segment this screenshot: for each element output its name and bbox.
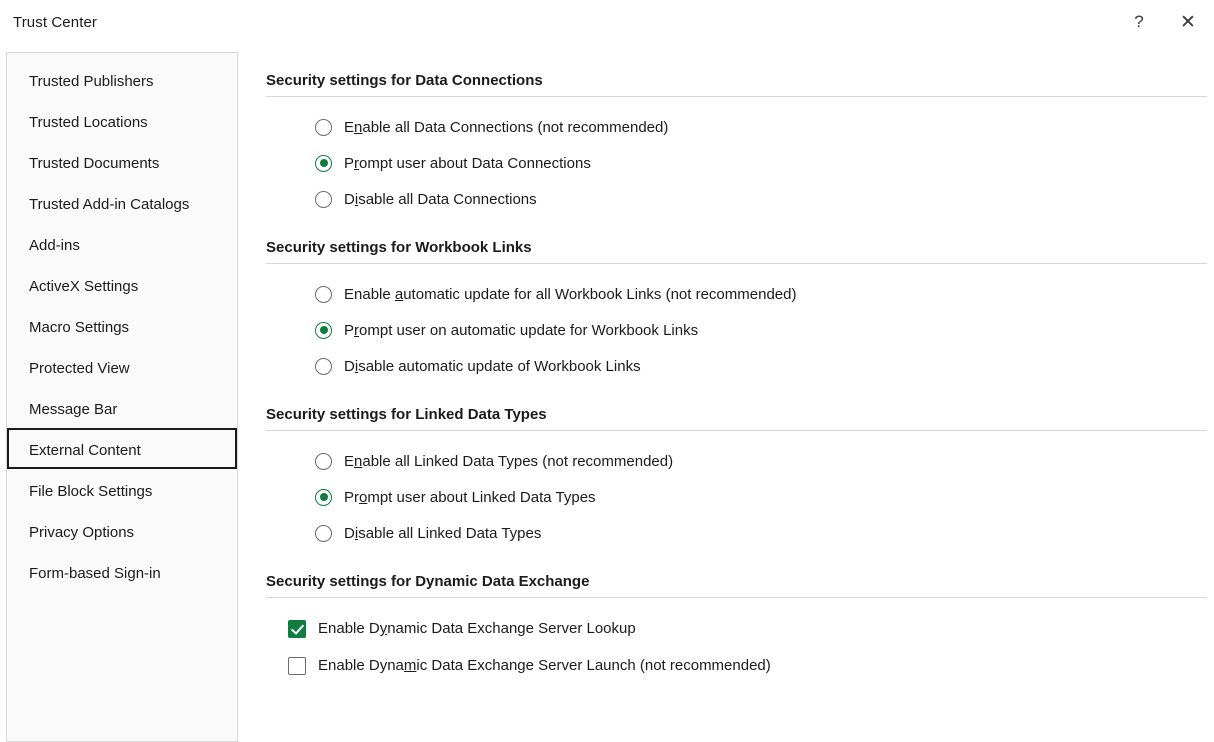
option-label-pre: D [344,190,355,208]
close-icon[interactable]: ✕ [1180,11,1196,33]
sidebar-item-protected-view[interactable]: Protected View [29,360,130,377]
radio-control[interactable] [315,322,332,339]
radio-row[interactable] [266,348,1210,384]
option-label-accelerator: i [354,524,359,542]
sidebar-item-privacy-options[interactable]: Privacy Options [29,524,135,541]
checkbox-row[interactable] [266,647,1210,684]
sidebar-item-message-bar[interactable]: Message Bar [29,401,118,418]
option-label-pre: E [344,118,355,136]
window-controls [1116,0,1214,44]
radio-row[interactable] [266,276,1210,312]
option-label-post: able all Linked Data Types (not recommended) [362,452,674,470]
sidebar-item-macro-settings[interactable]: Macro Settings [29,319,130,336]
sidebar-item-add-ins[interactable]: Add-ins [29,237,80,254]
option-label-accelerator: m [403,657,417,674]
section-divider [266,597,1207,598]
radio-control[interactable] [315,489,332,506]
radio-control[interactable] [315,286,332,303]
sidebar-item-trusted-locations[interactable]: Trusted Locations [29,114,148,131]
option-label [344,322,698,339]
option-label-pre: Enable D [318,620,380,637]
sidebar-item-file-block-settings[interactable]: File Block Settings [29,483,153,500]
option-label [344,119,668,136]
checkbox-control[interactable] [288,620,306,638]
option-label [344,489,596,506]
radio-control[interactable] [315,155,332,172]
radio-control[interactable] [315,453,332,470]
option-label-post: sable all Linked Data Types [358,524,542,542]
window-title: Trust Center [13,13,98,31]
option-label-accelerator: i [354,190,359,208]
option-label-pre: Enable Dyna [318,657,404,674]
checkbox-control[interactable] [288,657,306,675]
radio-row[interactable] [266,443,1210,479]
settings-section [266,553,1210,684]
radio-row[interactable] [266,109,1210,145]
option-label-accelerator: r [354,321,360,339]
option-label [344,155,591,172]
sidebar-item-external-content[interactable]: External Content [7,428,237,469]
option-label-pre: Pr [344,488,359,506]
radio-control[interactable] [315,358,332,375]
option-label [344,286,796,303]
section-title: Security settings for Workbook Links [266,239,532,256]
option-label [344,453,673,470]
option-label-accelerator: y [379,620,388,637]
option-label-post: utomatic update for all Workbook Links (not recommended) [403,285,797,303]
section-divider [266,96,1207,97]
title-bar [0,0,1214,44]
settings-section [266,386,1210,551]
option-label-pre: P [344,321,355,339]
option-label-post: mpt user about Linked Data Types [367,488,596,506]
sidebar-item-trusted-documents[interactable]: Trusted Documents [29,155,160,172]
section-title: Security settings for Dynamic Data Exchange [266,573,590,590]
option-label-post: sable all Data Connections [358,190,537,208]
settings-panel [266,52,1210,742]
option-label-post: ic Data Exchange Server Launch (not recommended) [416,657,771,674]
option-label-post: namic Data Exchange Server Lookup [387,620,636,637]
radio-control[interactable] [315,119,332,136]
settings-section [266,52,1210,217]
option-label-accelerator: a [394,285,404,303]
option-label-accelerator: i [354,357,359,375]
sidebar [6,52,238,742]
option-label [344,525,541,542]
radio-row[interactable] [266,312,1210,348]
option-label-pre: E [344,452,355,470]
option-label [318,620,636,637]
sidebar-item-trusted-add-in-catalogs[interactable]: Trusted Add-in Catalogs [29,196,190,213]
option-label-accelerator: n [354,452,363,470]
option-label [344,358,641,375]
option-label-post: ompt user about Data Connections [359,154,591,172]
option-label-post: able all Data Connections (not recommended) [362,118,669,136]
option-label-pre: P [344,154,355,172]
option-label-accelerator: n [354,118,363,136]
option-label-post: ompt user on automatic update for Workbook Links [359,321,699,339]
radio-row[interactable] [266,515,1210,551]
option-label [344,191,537,208]
radio-row[interactable] [266,181,1210,217]
sidebar-item-activex-settings[interactable]: ActiveX Settings [29,278,139,295]
sidebar-item-form-based-sign-in[interactable]: Form-based Sign-in [29,565,161,582]
option-label-pre: Enable [344,285,395,303]
settings-section [266,219,1210,384]
checkbox-row[interactable] [266,610,1210,647]
section-title: Security settings for Data Connections [266,72,543,89]
radio-control[interactable] [315,191,332,208]
help-icon[interactable]: ? [1134,12,1144,31]
radio-row[interactable] [266,145,1210,181]
option-label-accelerator: o [359,488,368,506]
option-label-pre: D [344,357,355,375]
option-label-pre: D [344,524,355,542]
section-divider [266,263,1207,264]
radio-control[interactable] [315,525,332,542]
sidebar-item-trusted-publishers[interactable]: Trusted Publishers [29,73,154,90]
option-label-accelerator: r [354,154,360,172]
option-label-post: sable automatic update of Workbook Links [358,357,641,375]
option-label [318,657,771,674]
radio-row[interactable] [266,479,1210,515]
section-divider [266,430,1207,431]
section-title: Security settings for Linked Data Types [266,406,547,423]
